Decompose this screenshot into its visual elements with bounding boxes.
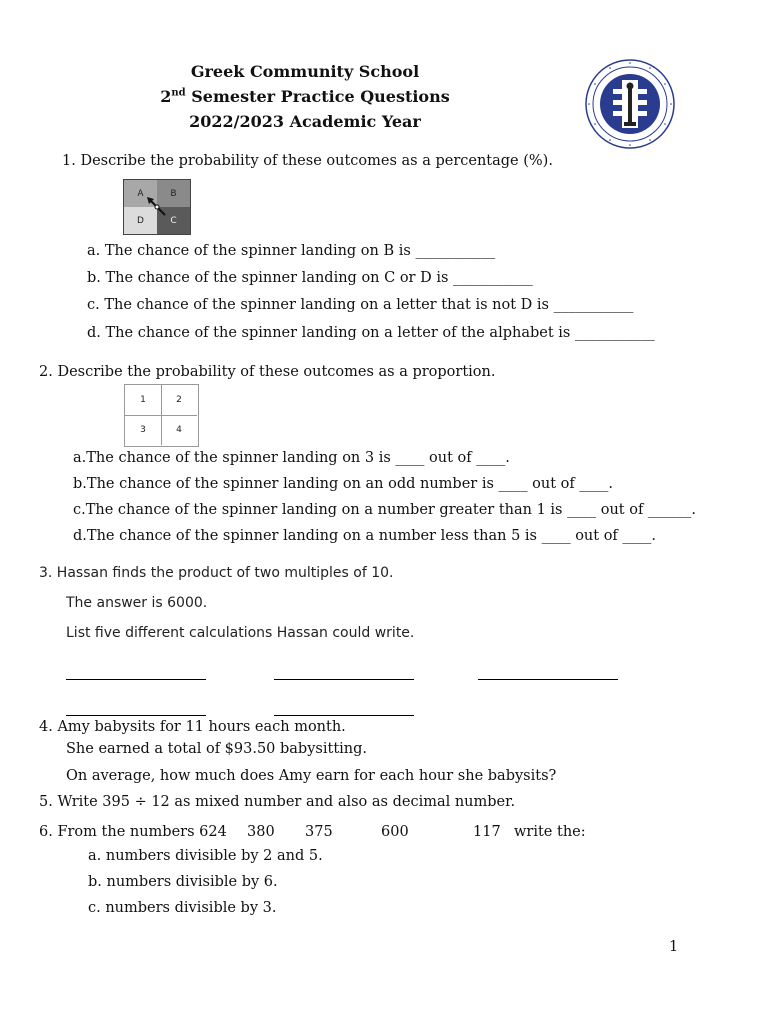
q3-line1: The answer is 6000. [66,595,208,611]
answer-line [66,715,206,716]
spinner-sector: D [124,207,157,234]
semester-title: 2nd Semester Practice Questions [160,87,450,106]
q1-spinner [123,179,191,235]
q2-prompt: 2. Describe the probability of these outcomes as a proportion. [39,364,496,380]
q1-item-b: b. The chance of the spinner landing on C or D is ___________ [87,270,533,286]
q2-item-c: c.The chance of the spinner landing on a number greater than 1 is ____ out of ______. [73,502,697,518]
q6-item-b: b. numbers divisible by 6. [88,874,278,890]
q6-number: 380 [247,824,275,840]
q4-line1: She earned a total of $93.50 babysitting. [66,741,368,757]
q3-prompt: 3. Hassan finds the product of two multiples of 10. [39,565,394,581]
q3-line2: List five different calculations Hassan could write. [66,625,415,641]
q6-number: 600 [381,824,409,840]
q6-prompt-end: write the: [514,824,586,840]
q2-item-d: d.The chance of the spinner landing on a number less than 5 is ____ out of ____. [73,528,657,544]
q5-prompt: 5. Write 395 ÷ 12 as mixed number and also as decimal number. [39,794,516,810]
answer-line [478,679,618,680]
school-seal-logo [584,58,676,150]
spinner-sector: 2 [161,385,197,416]
q6-item-c: c. numbers divisible by 3. [88,900,277,916]
spinner-sector: A [124,180,157,207]
spinner-arrow-icon [144,194,170,220]
q6-number: 117 [473,824,501,840]
spinner-sector: B [157,180,190,207]
spinner-sector: C [157,207,190,234]
q1-item-c: c. The chance of the spinner landing on a letter that is not D is ___________ [87,297,634,313]
spinner-sector: 3 [125,415,162,445]
q4-line2: On average, how much does Amy earn for each hour she babysits? [66,768,557,784]
q2-spinner [124,384,199,447]
spinner-sector: 4 [176,425,182,435]
q4-prompt: 4. Amy babysits for 11 hours each month. [39,719,346,735]
answer-line [274,715,414,716]
q1-item-a: a. The chance of the spinner landing on B is ___________ [87,243,496,259]
q1-prompt: 1. Describe the probability of these outcomes as a percentage (%). [62,153,553,169]
q6-item-a: a. numbers divisible by 2 and 5. [88,848,323,864]
q2-item-b: b.The chance of the spinner landing on an odd number is ____ out of ____. [73,476,613,492]
spinner-sector: 1 [125,385,162,416]
school-title: Greek Community School [190,62,420,81]
q6-prompt-start: 6. From the numbers 624 [39,824,227,840]
answer-line [66,679,206,680]
page-number: 1 [669,939,679,955]
q6-number: 375 [305,824,333,840]
answer-line [274,679,414,680]
q1-item-d: d. The chance of the spinner landing on a letter of the alphabet is ___________ [87,325,655,341]
academic-year-title: 2022/2023 Academic Year [189,112,421,131]
q2-item-a: a.The chance of the spinner landing on 3 is ____ out of ____. [73,450,510,466]
